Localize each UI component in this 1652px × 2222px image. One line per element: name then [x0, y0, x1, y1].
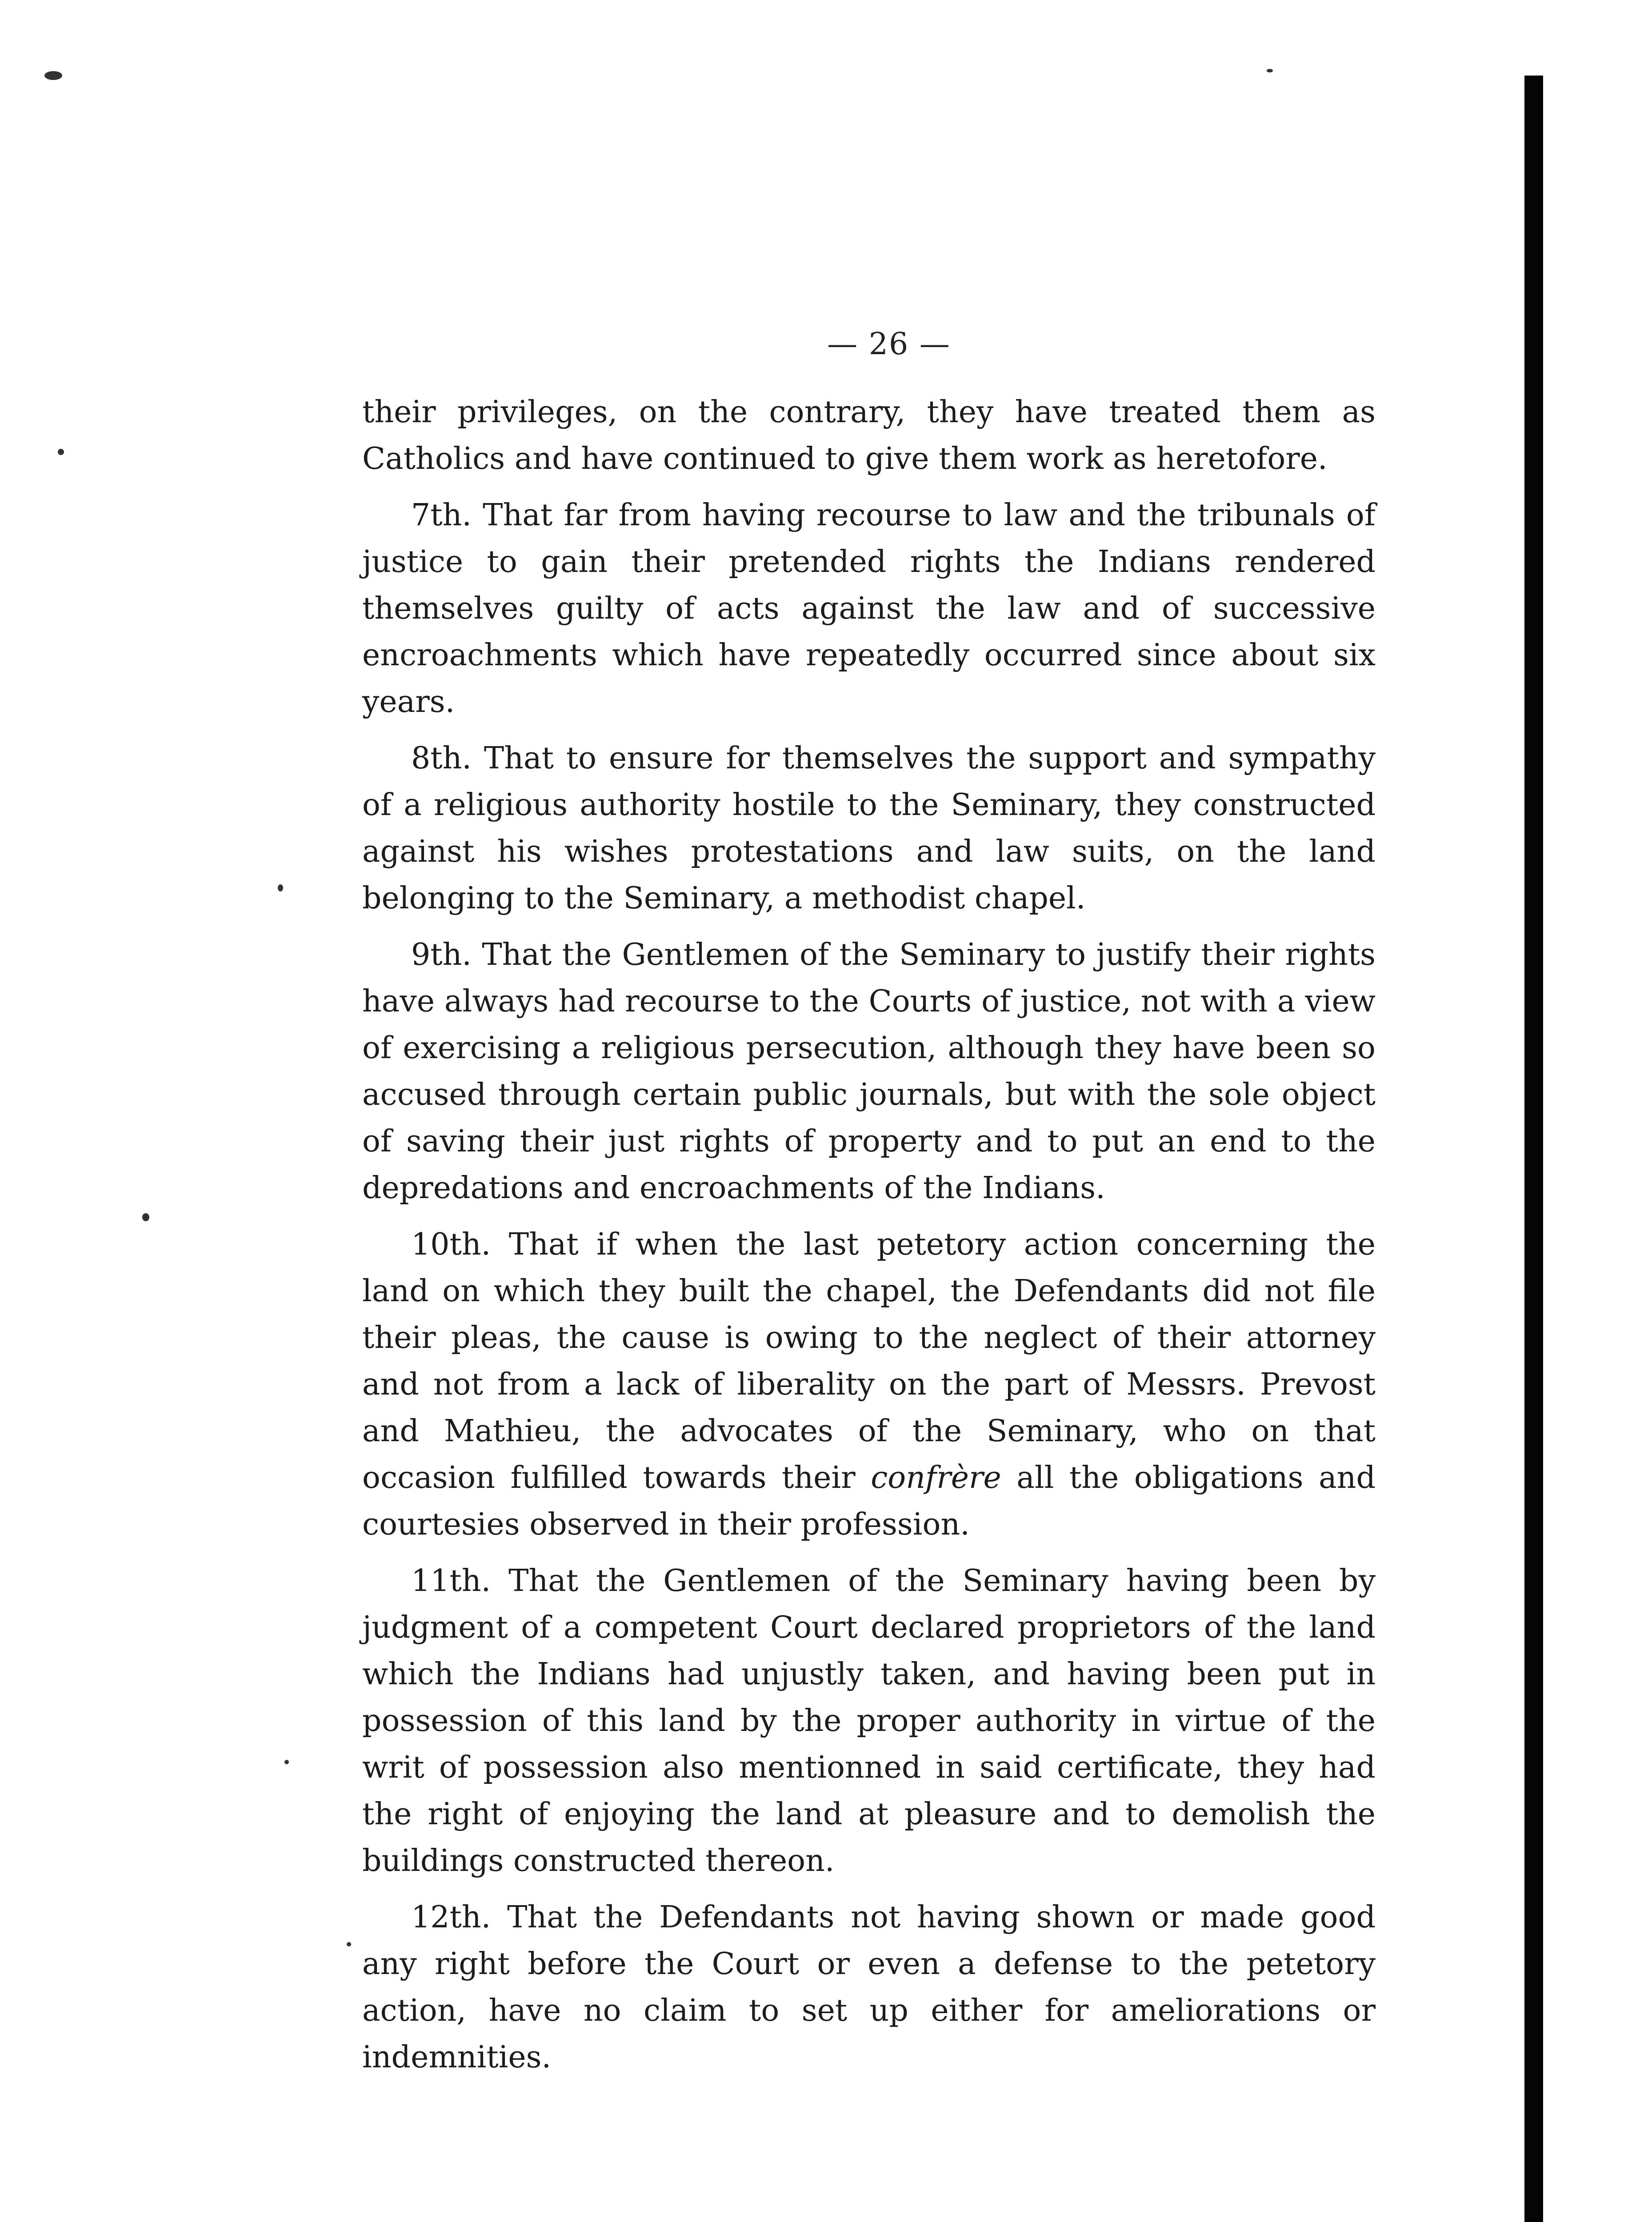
body-text	[362, 389, 1376, 2081]
paragraph-12th: 12th. That the Defendants not having shown or made good any right before the Court or even a defense to the petetory action, have no claim to set up either for ameliorations or indemnities.	[362, 1900, 1376, 2075]
paragraph-10th	[362, 1221, 1376, 1548]
scan-edge-bar	[1524, 76, 1543, 2222]
scan-speck	[44, 71, 62, 80]
scan-speck	[347, 1942, 351, 1946]
paragraph-10th-part-2: all the obligations and courtesies observed in their profession.	[362, 1460, 1376, 1542]
scan-speck	[142, 1213, 149, 1221]
paragraph-10th-italic-word: confrère	[871, 1460, 1001, 1495]
paragraph-7th: 7th. That far from having recourse to law and the tribunals of justice to gain their pretended rights the Indians rendered themselves guilty of acts against the law and of successive encroachments which have repeatedly occurred since about six years.	[362, 498, 1376, 719]
paragraph-9th: 9th. That the Gentlemen of the Seminary to justify their rights have always had recourse to the Courts of justice, not with a view of exercising a religious persecution, although they have been so accused through certain public journals, but with the sole object of saving their just rights of property and to put an end to the depredations and encroachments of the Indians.	[362, 937, 1376, 1206]
paragraph-continuation: their privileges, on the contrary, they have treated them as Catholics and have continued to give them work as heretofore.	[362, 395, 1376, 476]
scan-speck	[58, 449, 64, 455]
scan-speck	[284, 1760, 289, 1764]
page-number: — 26 —	[827, 327, 951, 362]
scan-speck	[1267, 69, 1273, 72]
paragraph-8th: 8th. That to ensure for themselves the support and sympathy of a religious authority hostile to the Seminary, they constructed against his wishes protestations and law suits, on the land belonging to the Seminary, a methodist chapel.	[362, 741, 1376, 916]
paragraph-10th-part-1: 10th. That if when the last petetory action concerning the land on which they built the chapel, the Defendants did not file their pleas, the cause is owing to the neglect of their attorney and not from a lack of liberality on the part of Messrs. Prevost and Mathieu, the advocates of the Seminary, who on that occasion fulfilled towards their	[362, 1227, 1376, 1495]
scan-speck	[278, 884, 283, 891]
paragraph-11th: 11th. That the Gentlemen of the Seminary having been by judgment of a competent Court declared proprietors of the land which the Indians had unjustly taken, and having been put in possession of this land by the proper authority in virtue of the writ of possession also mentionned in said certificate, they had the right of enjoying the land at pleasure and to demolish the buildings constructed thereon.	[362, 1563, 1376, 1878]
